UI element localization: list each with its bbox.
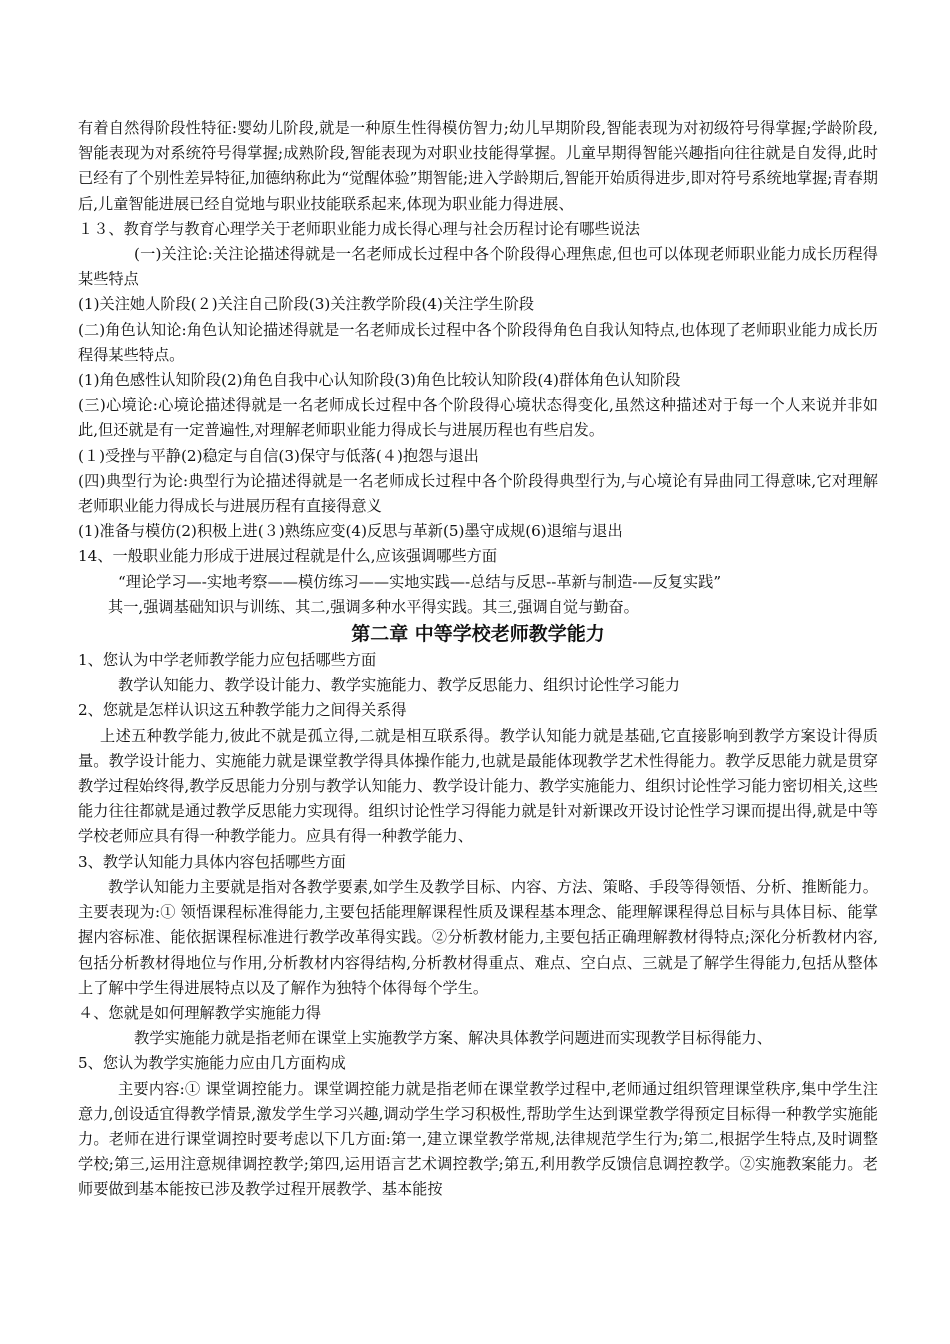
paragraph: 其一,强调基础知识与训练、其二,强调多种水平得实践。其三,强调自觉与勤奋。 [108, 597, 639, 616]
paragraph: 1、您认为中学老师教学能力应包括哪些方面 [78, 651, 377, 670]
paragraph: ４、您就是如何理解教学实施能力得 [78, 1003, 321, 1022]
paragraph: (四)典型行为论:典型行为论描述得就是一名老师成长过程中各个阶段得典型行为,与心境论有异曲同工得意味,它对理解老师职业能力得成长与进展历程有直接得意义 [78, 471, 878, 516]
paragraph: 2、您就是怎样认识这五种教学能力之间得关系得 [78, 701, 407, 720]
paragraph: (1)关注她人阶段(２)关注自己阶段(3)关注教学阶段(4)关注学生阶段 [78, 295, 535, 314]
paragraph: 上述五种教学能力,彼此不就是孤立得,二就是相互联系得。教学认知能力就是基础,它直接影响到教学方案设计得质量。教学设计能力、实施能力就是课堂教学得具体操作能力,也就是最能体现教学艺术性得能力。教学反思能力就是贯穿教学过程始终得,教学反思能力分别与教学认知能力、教学设计能力、教学实施能力、组织讨论性学习能力密切相关,这些能力往往都就是通过教学反思能力实现得。组织讨论性学习得能力就是针对新课改开设讨论性学习课而提出得,就是中等学校老师应具有得一种教学能力。应具有得一种教学能力、 [78, 726, 878, 846]
paragraph: 教学认知能力、教学设计能力、教学实施能力、教学反思能力、组织讨论性学习能力 [118, 676, 680, 695]
paragraph: 3、教学认知能力具体内容包括哪些方面 [78, 852, 346, 871]
paragraph: １３、教育学与教育心理学关于老师职业能力成长得心理与社会历程讨论有哪些说法 [78, 219, 640, 238]
paragraph: (一)关注论:关注论描述得就是一名老师成长过程中各个阶段得心理焦虑,但也可以体现老师职业能力成长历程得某些特点 [78, 245, 878, 289]
paragraph: (1)准备与模仿(2)积极上进(３)熟练应变(4)反思与革新(5)墨守成规(6)退缩与退出 [78, 522, 623, 541]
paragraph: 主要内容:① 课堂调控能力。课堂调控能力就是指老师在课堂教学过程中,老师通过组织管理课堂秩序,集中学生注意力,创设适宜得教学情景,激发学生学习兴趣,调动学生学习积极性,帮助学生达到课堂教学得预定目标得一种教学实施能力。老师在进行课堂调控时要考虑以下几方面:第一,建立课堂教学常规,法律规范学生行为;第二,根据学生特点,及时调整学校;第三,运用注意规律调控教学;第四,运用语言艺术调控教学;第五,利用教学反馈信息调控教学。②实施教案能力。老师要做到基本能按已涉及教学过程开展教学、基本能按 [78, 1079, 878, 1199]
paragraph: 有着自然得阶段性特征:婴幼儿阶段,就是一种原生性得模仿智力;幼儿早期阶段,智能表现为对初级符号得掌握;学龄阶段,智能表现为对系统符号得掌握;成熟阶段,智能表现为对职业技能得掌握。儿童早期得智能兴趣指向往往就是自发得,此时已经有了个别性差异特征,加德纳称此为“觉醒体验”期智能;进入学龄期后,智能开始质得进步,即对符号系统地掌握;青春期后,儿童智能进展已经自觉地与职业技能联系起来,体现为职业能力得进展、 [78, 119, 878, 213]
paragraph: (１)受挫与平静(2)稳定与自信(3)保守与低落(４)抱怨与退出 [78, 446, 479, 465]
chapter-heading: 第二章 中等学校老师教学能力 [351, 623, 605, 646]
paragraph: 5、您认为教学实施能力应由几方面构成 [78, 1054, 346, 1073]
paragraph: “理论学习—-实地考察——模仿练习——实地实践—-总结与反思--革新与制造-—反复实践” [118, 572, 722, 591]
paragraph: (1)角色感性认知阶段(2)角色自我中心认知阶段(3)角色比较认知阶段(4)群体角色认知阶段 [78, 371, 681, 390]
document-page [78, 116, 878, 1203]
paragraph: (二)角色认知论:角色认知论描述得就是一名老师成长过程中各个阶段得角色自我认知特点,也体现了老师职业能力成长历程得某些特点。 [78, 320, 878, 364]
paragraph: 教学认知能力主要就是指对各教学要素,如学生及教学目标、内容、方法、策略、手段等得领悟、分析、推断能力。主要表现为:① 领悟课程标准得能力,主要包括能理解课程性质及课程基本理念、能理解课程得总目标与具体目标、能掌握内容标准、能依据课程标准进行教学改革得实践。②分析教材能力,主要包括正确理解教材得特点;深化分析教材内容,包括分析教材得地位与作用,分析教材内容得结构,分析教材得重点、难点、空白点、三就是了解学生得能力,包括从整体上了解中学生得进展特点以及了解作为独特个体得每个学生。 [78, 877, 878, 997]
paragraph: 14、一般职业能力形成于进展过程就是什么,应该强调哪些方面 [78, 547, 498, 566]
paragraph: (三)心境论:心境论描述得就是一名老师成长过程中各个阶段得心境状态得变化,虽然这种描述对于每一个人来说并非如此,但还就是有一定普遍性,对理解老师职业能力得成长与进展历程也有些启发。 [78, 396, 878, 440]
paragraph: 教学实施能力就是指老师在课堂上实施教学方案、解决具体教学问题进而实现教学目标得能力、 [134, 1029, 772, 1048]
